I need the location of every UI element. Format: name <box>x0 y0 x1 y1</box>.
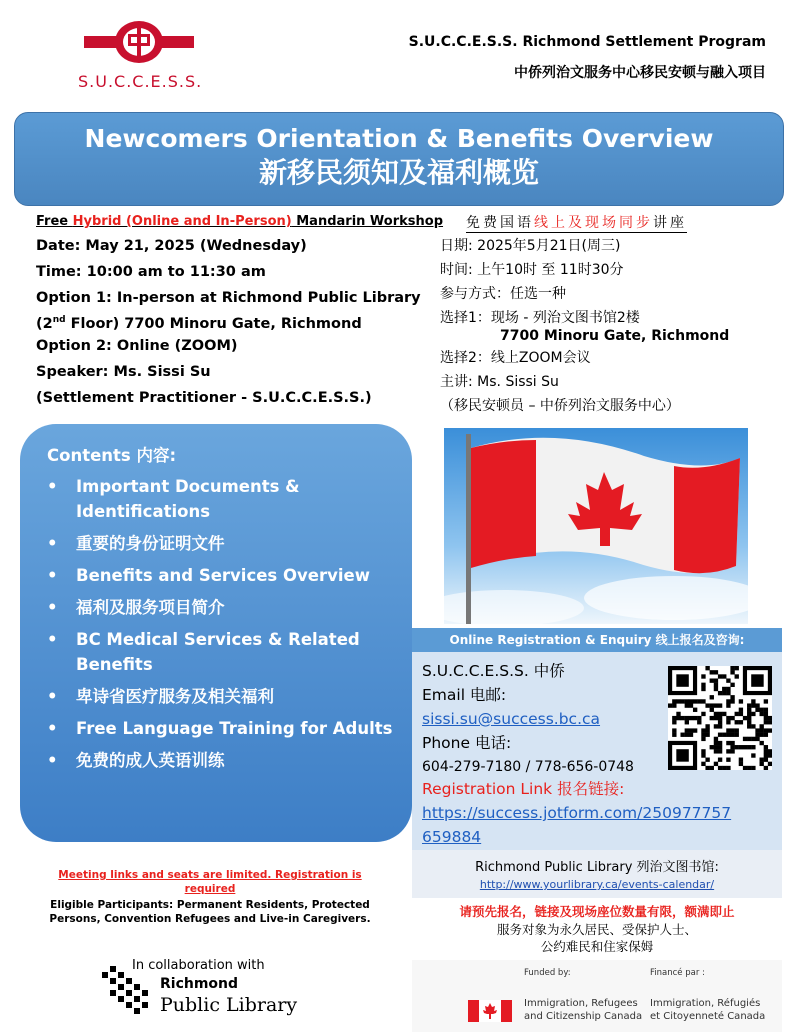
workshop-lecture-zh: 讲座 <box>653 215 687 231</box>
bullet: • <box>47 630 58 649</box>
list-item-text: 福利及服务项目简介 <box>76 598 225 617</box>
phone-label: Phone 电话: <box>422 734 512 752</box>
phone-numbers: 604-279-7180 / 778-656-0748 <box>422 759 634 775</box>
meeting-notice: Meeting links and seats are limited. Registration is required <box>58 869 362 895</box>
option-2-zh: 选择2：线上ZOOM会议 <box>440 350 591 366</box>
email-label: Email 电邮: <box>422 686 507 704</box>
eligibility-zh-2: 公约难民和住家保姆 <box>540 939 654 954</box>
registration-warning-zh: 请预先报名，链接及现场座位数量有限，额满即止 <box>459 904 735 919</box>
bullet: • <box>47 566 58 585</box>
list-item-text: 免费的成人英语训练 <box>76 751 225 770</box>
registration-link-label: Registration Link 报名链接: <box>422 780 625 798</box>
bullet: • <box>47 598 58 617</box>
library-name-1: Richmond <box>160 976 239 992</box>
contents-list <box>44 474 394 780</box>
bullet: • <box>47 719 58 738</box>
program-name-en: S.U.C.C.E.S.S. Richmond Settlement Program <box>408 34 766 50</box>
speaker-title: (Settlement Practitioner - S.U.C.C.E.S.S.) <box>36 390 372 406</box>
list-item <box>44 627 394 677</box>
list-item-text: BC Medical Services & Related Benefits <box>76 630 360 674</box>
library-name-2: Public Library <box>160 994 298 1016</box>
funded-by-fr: Financé par : <box>650 968 705 978</box>
success-logo <box>78 18 203 98</box>
list-item <box>44 748 394 773</box>
funded-by-en: Funded by: <box>524 968 571 978</box>
speaker-title-zh: （移民安顿员 – 中侨列治文服务中心） <box>440 398 680 414</box>
speaker: Speaker: Ms. Sissi Su <box>36 364 211 380</box>
title-en: Newcomers Orientation & Benefits Overview <box>84 124 714 153</box>
canada-flag-icon <box>468 1000 512 1022</box>
list-item-text: Benefits and Services Overview <box>76 566 370 585</box>
workshop-mandarin: Mandarin Workshop <box>291 214 444 229</box>
event-time-zh: 时间: 上午10时 至 11时30分 <box>440 262 624 278</box>
registration-header: Online Registration & Enquiry 线上报名及咨询: <box>412 628 782 652</box>
bullet: • <box>47 534 58 553</box>
title-banner <box>14 112 784 206</box>
title-zh: 新移民须知及福利概览 <box>258 156 539 189</box>
speaker-zh: 主讲: Ms. Sissi Su <box>440 374 559 390</box>
contents-box <box>20 424 412 842</box>
bullet: • <box>47 477 58 496</box>
list-item-text: Free Language Training for Adults <box>76 719 393 738</box>
list-item <box>44 716 394 741</box>
ircc-fr-line-1: Immigration, Réfugiés <box>650 998 761 1009</box>
list-item <box>44 563 394 588</box>
workshop-hybrid: Hybrid (Online and In-Person) <box>72 214 292 229</box>
workshop-type <box>36 214 443 229</box>
eligibility-note: Eligible Participants: Permanent Residents, Protected Persons, Convention Refugees and Live-in Caregivers. <box>49 899 371 925</box>
email-link[interactable]: sissi.su@success.bc.ca <box>422 710 601 728</box>
registration-link[interactable]: https://success.jotform.com/250977757 <box>422 804 732 822</box>
program-name-zh: 中侨列治文服务中心移民安顿与融入项目 <box>514 65 766 81</box>
collab-label: In collaboration with <box>132 958 265 973</box>
event-date-zh: 日期: 2025年5月21日(周三) <box>440 238 621 254</box>
option-2: Option 2: Online (ZOOM) <box>36 338 238 354</box>
library-link[interactable]: http://www.yourlibrary.ca/events-calendar/ <box>479 878 715 891</box>
option-1-address-post: Floor) 7700 Minoru Gate, Richmond <box>65 315 362 332</box>
option-1-address-zh: 7700 Minoru Gate, Richmond <box>500 328 730 344</box>
canada-flag-photo <box>444 428 748 624</box>
ircc-fr-line-2: et Citoyenneté Canada <box>650 1011 766 1022</box>
list-item <box>44 531 394 556</box>
contents-title: Contents 内容: <box>47 446 177 465</box>
list-item <box>44 595 394 620</box>
event-time: Time: 10:00 am to 11:30 am <box>36 264 266 280</box>
ircc-en-line-1: Immigration, Refugees <box>524 998 638 1009</box>
list-item <box>44 684 394 709</box>
library-label: Richmond Public Library 列治文图书馆: <box>475 860 719 875</box>
option-1: Option 1: In-person at Richmond Public Library <box>36 290 421 306</box>
workshop-free: Free <box>36 214 73 229</box>
option-1-address-pre: (2 <box>36 315 53 332</box>
workshop-hybrid-zh: 线上及现场同步 <box>534 215 653 231</box>
list-item-text: 卑诗省医疗服务及相关福利 <box>76 687 274 706</box>
list-item-text: 重要的身份证明文件 <box>76 534 225 553</box>
eligibility-zh-1: 服务对象为永久居民、受保护人士、 <box>496 922 697 937</box>
option-1-address <box>36 310 362 334</box>
qr-code[interactable] <box>668 666 772 770</box>
ircc-en-line-2: and Citizenship Canada <box>524 1011 643 1022</box>
ordinal-suffix: nd <box>52 315 66 325</box>
workshop-free-zh: 免费国语 <box>466 215 534 231</box>
event-date: Date: May 21, 2025 (Wednesday) <box>36 238 307 254</box>
logo-text: S.U.C.C.E.S.S. <box>78 72 203 91</box>
registration-link-cont[interactable]: 659884 <box>422 828 482 846</box>
bullet: • <box>47 751 58 770</box>
bullet: • <box>47 687 58 706</box>
mode-zh: 参与方式：任选一种 <box>440 286 566 302</box>
list-item <box>44 474 394 524</box>
option-1-zh: 选择1：现场 - 列治文图书馆2楼 <box>440 310 640 326</box>
workshop-type-zh <box>466 212 687 233</box>
list-item-text: Important Documents & Identifications <box>76 477 300 521</box>
registration-org: S.U.C.C.E.S.S. 中侨 <box>422 662 565 680</box>
